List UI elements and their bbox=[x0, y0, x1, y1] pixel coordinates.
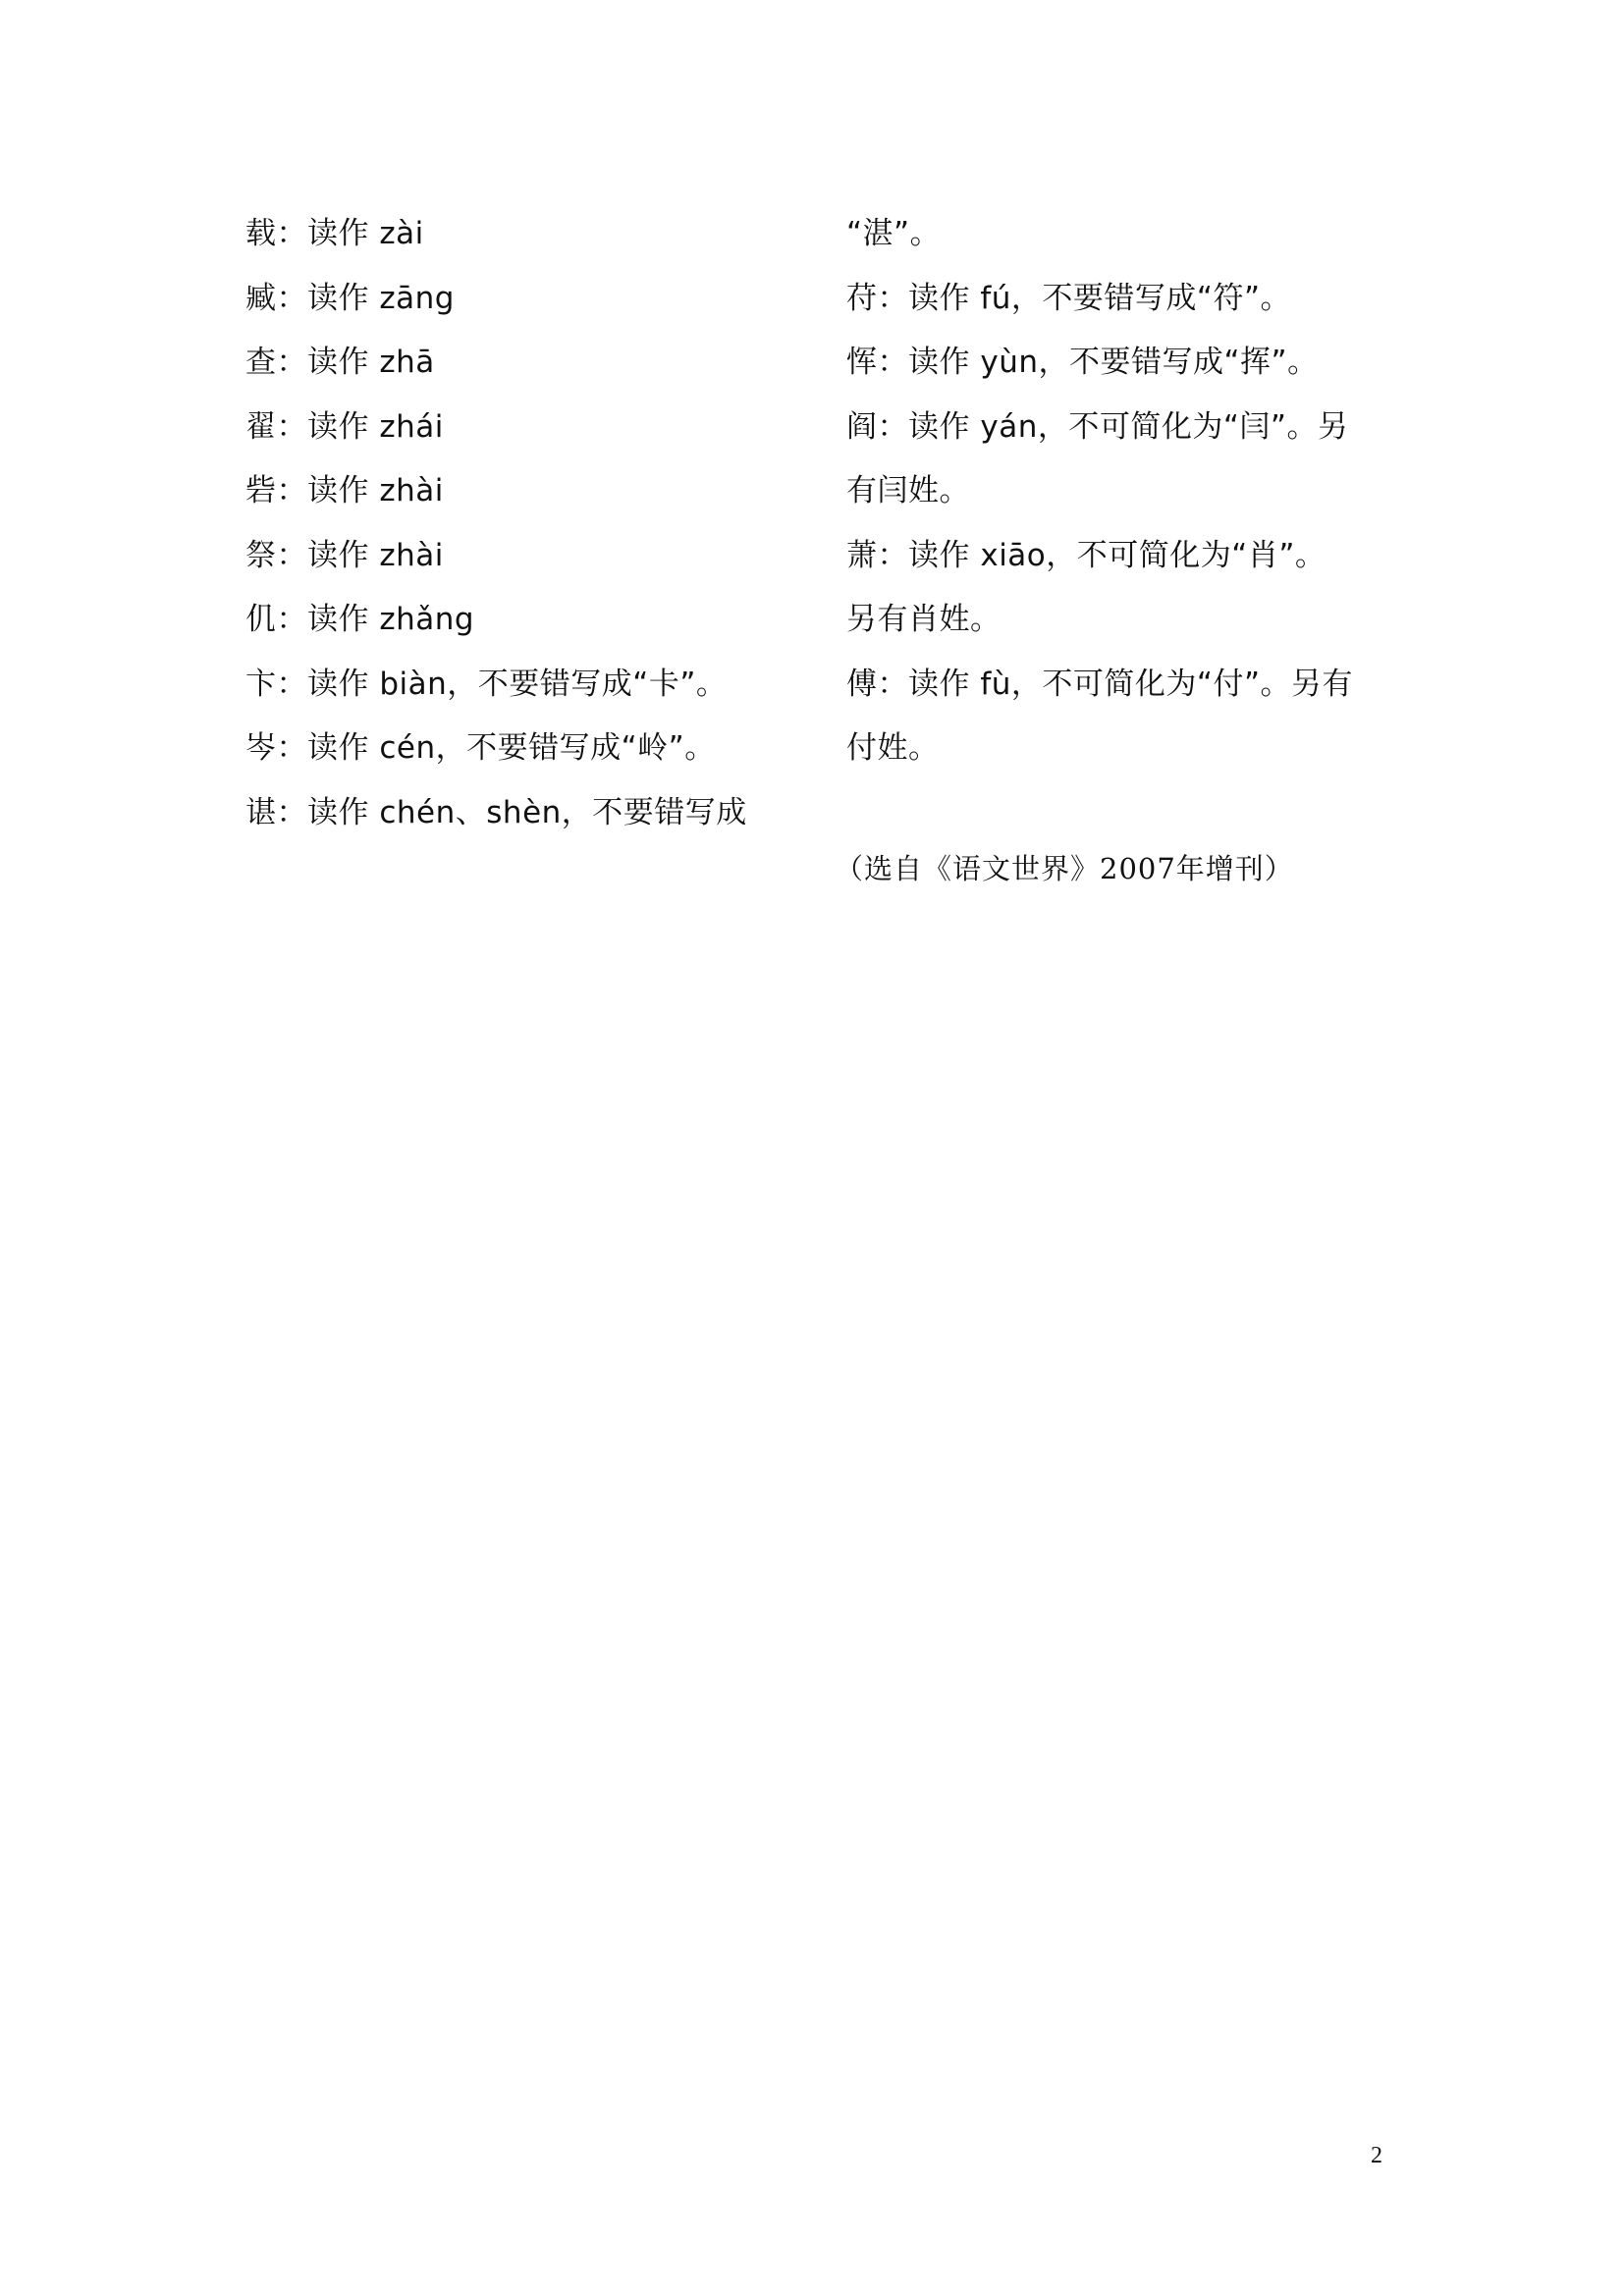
entry-line: 另有肖姓。 bbox=[846, 602, 1001, 637]
entry-line: 萧：读作 xiāo，不可简化为“肖”。 bbox=[846, 537, 1326, 573]
entry-line: 有闫姓。 bbox=[846, 473, 970, 508]
entry-line: 付姓。 bbox=[846, 730, 940, 766]
page-number: 2 bbox=[1371, 2143, 1382, 2168]
entry-line: 臧：读作 zāng bbox=[245, 280, 455, 316]
entry-line: 阎：读作 yán，不可简化为“闫”。另 bbox=[846, 408, 1349, 445]
entry-line: 岑：读作 cén，不要错写成“岭”。 bbox=[245, 730, 716, 766]
entry-line: 祭：读作 zhài bbox=[245, 537, 444, 573]
entry-line: 苻：读作 fú，不要错写成“符”。 bbox=[846, 280, 1292, 316]
source-citation: （选自《语文世界》2007年增刊） bbox=[835, 852, 1294, 885]
entry-line: 载：读作 zài bbox=[245, 216, 424, 251]
entry-line: 查：读作 zhā bbox=[245, 345, 435, 380]
entry-line: 仉：读作 zhǎng bbox=[245, 602, 475, 637]
entry-line: “湛”。 bbox=[846, 216, 942, 251]
entry-line: 谌：读作 chén、shèn，不要错写成 bbox=[245, 794, 747, 830]
entry-line: 砦：读作 zhài bbox=[245, 473, 444, 508]
entry-line: 恽：读作 yùn，不要错写成“挥”。 bbox=[846, 345, 1319, 380]
entry-line: 翟：读作 zhái bbox=[245, 408, 444, 445]
left-column bbox=[245, 202, 805, 845]
right-column bbox=[846, 202, 1396, 781]
entry-line: 傅：读作 fù，不可简化为“付”。另有 bbox=[846, 666, 1354, 702]
entry-line: 卞：读作 biàn，不要错写成“卡”。 bbox=[245, 666, 728, 702]
